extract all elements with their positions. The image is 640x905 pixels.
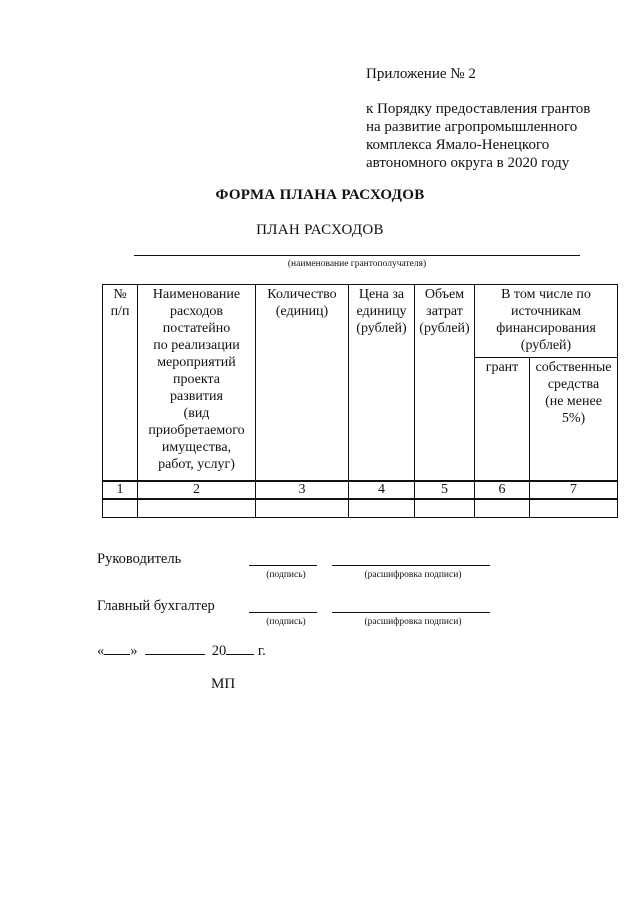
empty-cell (415, 499, 475, 518)
accountant-signature-caption: (подпись) (266, 617, 306, 627)
header-text: № (113, 287, 127, 302)
header-text: В том числе по (501, 287, 591, 302)
header-cell-unit-price (349, 285, 415, 482)
header-text: (единиц) (275, 304, 329, 319)
header-cell-grant (475, 358, 530, 482)
recipient-caption: (наименование грантополучателя) (287, 259, 427, 269)
header-text: Цена за (358, 287, 405, 302)
head-label: Руководитель (97, 551, 182, 567)
stamp-place: МП (211, 676, 236, 692)
close-quote: » (130, 643, 138, 659)
appendix-label: Приложение № 2 (366, 66, 476, 82)
empty-cell (103, 499, 138, 518)
header-text: средства (547, 377, 600, 392)
header-text: собственные (535, 360, 612, 375)
header-text: (рублей) (520, 338, 572, 353)
blank-data-row (103, 499, 618, 518)
header-text: развития (170, 389, 223, 404)
day-blank (104, 640, 130, 655)
column-number: 1 (103, 481, 138, 499)
header-cell-quantity (256, 285, 349, 482)
header-text: п/п (110, 304, 130, 319)
basis-line: автономного округа в 2020 году (366, 155, 570, 171)
empty-cell (256, 499, 349, 518)
expense-plan-table (102, 284, 618, 518)
header-cell-number (103, 285, 138, 482)
basis-line: комплекса Ямало-Ненецкого (366, 137, 550, 153)
header-text: грант (485, 360, 519, 375)
accountant-signature-line (249, 612, 317, 613)
header-text: Количество (267, 287, 337, 302)
header-text: приобретаемого (148, 423, 245, 438)
column-number: 3 (256, 481, 349, 499)
header-text: 5%) (561, 411, 586, 426)
head-decoding-line (332, 565, 490, 566)
header-text: (не менее (545, 394, 602, 409)
column-number: 5 (415, 481, 475, 499)
recipient-name-line (134, 255, 580, 256)
header-text: (вид (183, 406, 210, 421)
year-blank (226, 640, 254, 655)
date-line (97, 640, 266, 660)
accountant-label: Главный бухгалтер (97, 598, 215, 614)
header-text: единицу (356, 304, 407, 319)
accountant-decoding-caption: (расшифровка подписи) (364, 617, 462, 627)
header-text: имущества, (161, 440, 232, 455)
empty-cell (349, 499, 415, 518)
header-text: по реализации (153, 338, 240, 353)
header-text: финансирования (496, 321, 596, 336)
month-blank (145, 640, 205, 655)
table-header-row (103, 285, 618, 358)
header-cell-expense-name (138, 285, 256, 482)
header-text: постатейно (162, 321, 231, 336)
header-text: работ, услуг) (158, 457, 235, 472)
column-number: 7 (530, 481, 618, 499)
accountant-decoding-line (332, 612, 490, 613)
column-number: 6 (475, 481, 530, 499)
header-text: (рублей) (356, 321, 407, 336)
header-cell-own-funds (530, 358, 618, 482)
header-cell-funding-sources (475, 285, 618, 358)
header-text: проекта (173, 372, 220, 387)
column-number: 4 (349, 481, 415, 499)
basis-line: на развитие агропромышленного (366, 119, 578, 135)
empty-cell (530, 499, 618, 518)
appendix-basis (366, 100, 590, 172)
header-text: затрат (426, 304, 463, 319)
form-title: ФОРМА ПЛАНА РАСХОДОВ (215, 187, 425, 203)
header-text: (рублей) (419, 321, 470, 336)
header-text: источникам (511, 304, 581, 319)
year-century: 20 (211, 643, 227, 659)
head-signature-caption: (подпись) (266, 570, 306, 580)
header-text: Объем (424, 287, 465, 302)
header-text: расходов (169, 304, 224, 319)
basis-line: к Порядку предоставления грантов (366, 101, 591, 117)
open-quote: « (97, 643, 105, 659)
column-number: 2 (138, 481, 256, 499)
header-text: Наименование (152, 287, 241, 302)
column-number-row (103, 481, 618, 499)
empty-cell (475, 499, 530, 518)
head-decoding-caption: (расшифровка подписи) (364, 570, 462, 580)
plan-title: ПЛАН РАСХОДОВ (256, 222, 384, 238)
year-suffix: г. (257, 643, 266, 659)
head-signature-line (249, 565, 317, 566)
header-text: мероприятий (157, 355, 236, 370)
empty-cell (138, 499, 256, 518)
header-cell-cost-volume (415, 285, 475, 482)
